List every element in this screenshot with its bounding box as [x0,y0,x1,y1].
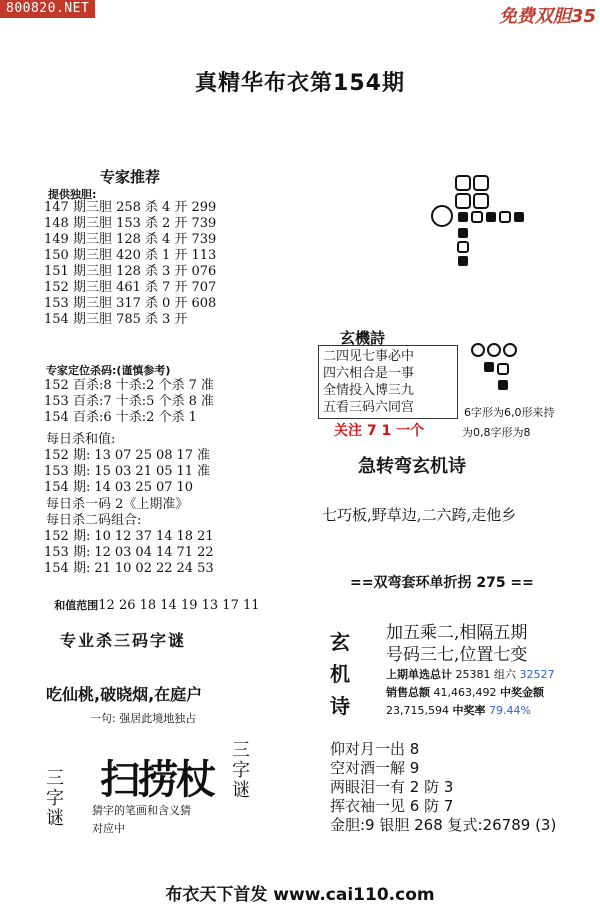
expert-open: 开 113 [174,248,217,263]
position-kill-row [44,378,218,394]
expert-open: 开 739 [174,232,217,247]
expert-row [44,312,220,328]
daily-sum-value: 17 [176,448,194,463]
stat-label: 上期单选总计 [386,668,452,681]
turn-poem-title: 急转弯玄机诗 [358,456,466,477]
stat-value: 41,463,492 [433,686,497,699]
daily-sum-value: 05 [155,464,173,479]
daily-sum-value: 03 [114,464,132,479]
expert-kill: 杀 3 [144,264,171,279]
expert-kill: 杀 4 [144,200,171,215]
mystic-line: 全情投入博三九 [323,383,415,398]
expert-row [44,232,220,248]
daily-two-table [44,529,218,577]
xuanji-vertical: 玄机诗 [330,630,350,718]
expert-kill: 杀 3 [144,312,171,327]
mystic-line: 二四见七事必中 [323,349,415,364]
daily-two-value: 18 [176,529,194,544]
stat-value: 79.44% [488,704,531,717]
daily-sum-label: 154 期: [44,480,91,495]
expert-period: 150 期三胆 420 [44,248,141,263]
expert-kill: 杀 2 [144,216,171,231]
expert-open: 开 707 [174,280,217,295]
riddle-note-2: 对应中 [92,822,125,835]
daily-sum-value: 10 [176,480,194,495]
daily-sum-value: 07 [114,448,132,463]
expert-open: 开 076 [174,264,217,279]
daily-sum-table [44,448,214,496]
daily-two-title: 每日杀二码组合: [46,513,142,528]
daily-two-value: 71 [176,545,194,560]
daily-sum-title: 每日杀和值: [46,432,116,447]
daily-sum-note [197,480,214,496]
position-kill-note [201,410,218,426]
expert-row [44,248,220,264]
stat-value: 23,715,594 [386,704,449,717]
riddle-title: 专业杀三码字谜 [60,631,187,650]
double-ring: ==双弯套环单折拐 275 == [350,575,534,591]
xuanji-line-2: 号码三七,位置七变 [386,645,528,665]
xuanji-stat-1 [386,666,555,682]
expert-period: 153 期三胆 317 [44,296,141,311]
position-kill-text: 154 百杀:6 十杀:2 个杀 1 [44,410,197,425]
expert-open: 开 [174,312,188,327]
expert-kill: 杀 7 [144,280,171,295]
expert-kill: 杀 4 [144,232,171,247]
daily-two-row [44,545,218,561]
corner-title: 免费双胆35 [498,6,596,27]
mystic-line: 五看三码六同宫 [323,400,415,415]
expert-provider: 提供独胆: [48,188,97,201]
tip-line: 仰对月一出 8 [330,740,420,758]
xuanji-stat-2 [386,684,544,700]
expert-row [44,200,220,216]
daily-one: 每日杀一码 2《上期准》 [46,497,189,512]
range-row [46,581,260,614]
daily-two-value: 14 [155,545,173,560]
expert-period: 147 期三胆 258 [44,200,141,215]
daily-sum-row [44,480,214,496]
daily-two-value: 12 [114,529,132,544]
turn-poem-line: 七巧板,野草边,二六跨,走他乡 [322,506,517,524]
daily-sum-row [44,448,214,464]
tip-line: 挥衣袖一见 6 防 7 [330,797,454,815]
expert-period: 148 期三胆 153 [44,216,141,231]
expert-kill: 杀 1 [144,248,171,263]
mystic-line: 四六相合是一事 [323,366,415,381]
expert-period: 149 期三胆 128 [44,232,141,247]
xuanji-stat-3 [386,702,531,718]
domino-svg [420,168,530,278]
expert-title: 专家推荐 [100,168,161,186]
range-values: 12 26 18 14 19 13 17 11 [98,597,260,613]
daily-two-value: 12 [94,545,111,560]
mystic-illustration [468,340,528,396]
daily-sum-value: 25 [135,480,152,495]
mystic-box [318,345,458,419]
position-kill-note: 准 [200,378,214,393]
expert-open: 开 299 [174,200,217,215]
mystic-follow: 关注 7 1 一个 [334,423,425,439]
riddle-big-chars: 扫捞杖 [100,756,214,803]
daily-sum-note: 准 [197,448,211,463]
expert-period: 152 期三胆 461 [44,280,141,295]
expert-row [44,296,220,312]
domino-illustration [420,168,530,278]
mystic-note-2: 为0,8字形为8 [462,426,531,439]
mystic-note-1: 6字形为6,0形来持 [464,406,555,419]
tip-line: 空对酒一解 9 [330,759,420,777]
daily-two-value: 22 [155,561,173,576]
position-kill-text: 153 百杀:7 十杀:5 个杀 8 [44,394,197,409]
daily-sum-value: 08 [155,448,173,463]
stat-value: 25381 [455,668,491,681]
daily-sum-value: 13 [94,448,111,463]
tips-summary: 金胆:9 银胆 268 复式:26789 (3) [330,816,557,834]
footer-text: 布衣天下首发 www.cai110.com [165,885,435,905]
position-kill-text: 152 百杀:8 十杀:2 个杀 7 [44,378,197,393]
daily-sum-label: 152 期: [44,448,91,463]
position-kill-row [44,410,218,426]
daily-two-value: 21 [197,529,214,544]
range-label: 和值范围 [54,598,99,612]
expert-table [44,200,220,328]
riddle-side-right: 三字谜 [229,740,250,800]
daily-sum-value: 25 [135,448,152,463]
daily-two-row [44,529,218,545]
expert-kill: 杀 0 [144,296,171,311]
stat-label: 中奖率 [452,704,486,717]
daily-two-value: 37 [135,529,152,544]
daily-sum-value: 03 [114,480,132,495]
expert-row [44,264,220,280]
expert-period: 151 期三胆 128 [44,264,141,279]
daily-two-value: 04 [135,545,152,560]
riddle-hint: 一句: 强居此境地独占 [90,712,197,725]
expert-row [44,280,220,296]
riddle-note-1: 猜字的笔画和含义猜 [92,804,191,817]
daily-two-value: 24 [176,561,194,576]
daily-two-value: 10 [114,561,132,576]
stat-label: 中奖金额 [499,686,544,699]
daily-two-value: 03 [114,545,132,560]
daily-sum-label: 153 期: [44,464,91,479]
position-kill-title: 专家定位杀码:(谨慎参考) [46,364,171,377]
page-title: 真精华布衣第154期 [195,71,405,96]
daily-sum-value: 14 [94,480,111,495]
daily-sum-value: 21 [135,464,152,479]
expert-row [44,216,220,232]
daily-sum-row [44,464,214,480]
site-badge: 800820.NET [0,0,95,18]
stat-label: 销售总额 [386,686,430,699]
daily-two-value: 10 [94,529,111,544]
expert-open: 开 739 [174,216,217,231]
daily-two-label: 152 期: [44,529,91,544]
position-kill-row [44,394,218,410]
position-kill-table [44,378,218,426]
xuanji-line-1: 加五乘二,相隔五期 [386,623,528,643]
daily-two-label: 154 期: [44,561,91,576]
daily-sum-note: 准 [197,464,211,479]
daily-two-value: 14 [155,529,173,544]
daily-two-label: 153 期: [44,545,91,560]
mystic-title: 玄機詩 [340,329,386,347]
daily-two-value: 22 [197,545,214,560]
daily-sum-value: 07 [155,480,173,495]
daily-two-value: 21 [94,561,111,576]
daily-two-row [44,561,218,577]
stat-value: 32527 [519,668,555,681]
expert-period: 154 期三胆 785 [44,312,141,327]
daily-two-value: 02 [135,561,152,576]
daily-sum-value: 15 [94,464,111,479]
daily-two-value: 53 [197,561,214,576]
expert-open: 开 608 [174,296,217,311]
daily-sum-value: 11 [176,464,194,479]
position-kill-note: 准 [200,394,214,409]
riddle-side-left: 三字谜 [43,768,64,828]
stat-label: 组六 [494,668,516,681]
tips-block [330,740,556,835]
riddle-phrase: 吃仙桃,破晓烟,在庭户 [46,685,203,704]
tip-line: 两眼泪一有 2 防 3 [330,778,454,796]
mystic-svg [468,340,528,396]
